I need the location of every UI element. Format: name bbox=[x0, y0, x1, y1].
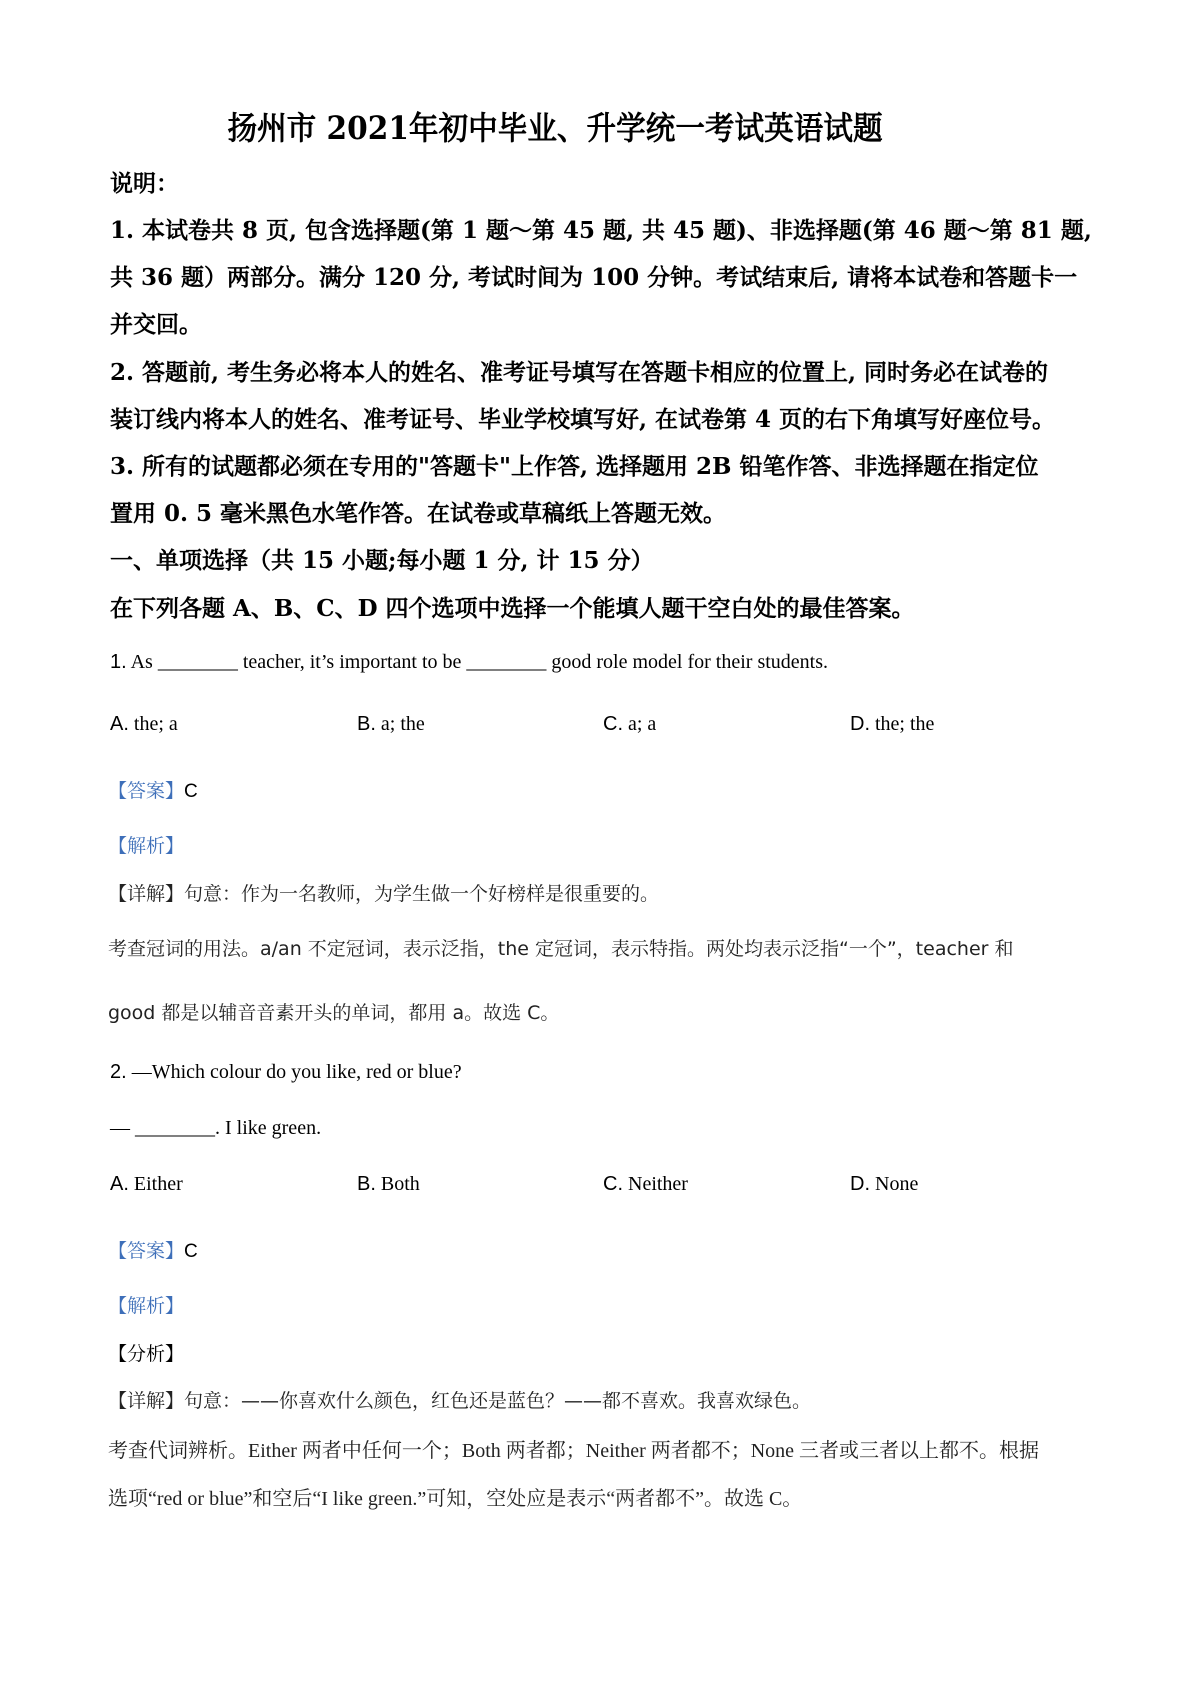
q1-explanation-line-2: good 都是以辅音音素开头的单词，都用 a。故选 C。 bbox=[108, 1002, 560, 1024]
option-letter: B. bbox=[357, 713, 376, 735]
q1-option-b bbox=[357, 713, 425, 736]
instruction-3-line-2: 置用 0. 5 毫米黑色水笔作答。在试卷或草稿纸上答题无效。 bbox=[110, 500, 727, 527]
answer-value: C bbox=[184, 1241, 198, 1262]
answer-value: C bbox=[184, 781, 198, 802]
q2-option-a bbox=[110, 1173, 183, 1196]
question-text: —Which colour do you like, red or blue? bbox=[131, 1061, 462, 1083]
option-letter: D. bbox=[850, 1173, 870, 1195]
option-letter: C. bbox=[603, 713, 623, 735]
instruction-2-line-2: 装订线内将本人的姓名、准考证号、毕业学校填写好, 在试卷第 4 页的右下角填写好座位号。 bbox=[110, 406, 1056, 433]
question-2-stem bbox=[110, 1061, 462, 1084]
instructions-heading: 说明： bbox=[110, 170, 179, 197]
q1-option-c bbox=[603, 713, 656, 736]
q2-explanation-line-1: 考查代词辨析。Either 两者中任何一个；Both 两者都；Neither 两者都不；None 三者或三者以上都不。根据 bbox=[108, 1440, 1040, 1462]
section-1-direction: 在下列各题 A、B、C、D 四个选项中选择一个能填人题干空白处的最佳答案。 bbox=[110, 595, 915, 622]
option-text: a; a bbox=[628, 713, 657, 735]
option-letter: B. bbox=[357, 1173, 376, 1195]
instruction-2-line-1: 2. 答题前, 考生务必将本人的姓名、准考证号填写在答题卡相应的位置上, 同时务必在试卷的 bbox=[110, 359, 1049, 386]
page-title: 扬州市 2021年初中毕业、升学统一考试英语试题 bbox=[227, 109, 883, 147]
answer-label: 【答案】 bbox=[108, 1240, 185, 1262]
option-text: the; the bbox=[875, 713, 935, 735]
q1-option-a bbox=[110, 713, 178, 736]
q2-answer bbox=[108, 1236, 198, 1263]
q1-answer bbox=[108, 776, 198, 803]
section-1-heading: 一、单项选择（共 15 小题;每小题 1 分, 计 15 分） bbox=[110, 547, 654, 574]
option-text: the; a bbox=[133, 713, 178, 735]
q1-analysis-label: 【解析】 bbox=[108, 835, 185, 857]
option-letter: D. bbox=[850, 713, 870, 735]
question-2-stem-response: — ________. I like green. bbox=[110, 1117, 322, 1139]
question-number: 1. bbox=[110, 651, 127, 673]
q2-option-b bbox=[357, 1173, 420, 1196]
q1-explanation-line-1: 考查冠词的用法。a/an 不定冠词，表示泛指，the 定冠词，表示特指。两处均表示泛指“一个”，teacher 和 bbox=[108, 938, 1014, 960]
q1-detail: 【详解】句意：作为一名教师，为学生做一个好榜样是很重要的。 bbox=[108, 883, 660, 905]
q1-option-d bbox=[850, 713, 934, 736]
q2-analysis-label: 【解析】 bbox=[108, 1295, 185, 1317]
instruction-1-line-3: 并交回。 bbox=[110, 311, 202, 338]
option-letter: A. bbox=[110, 1173, 129, 1195]
question-number: 2. bbox=[110, 1061, 127, 1083]
option-text: Both bbox=[380, 1173, 420, 1195]
question-1-stem bbox=[110, 651, 828, 674]
instruction-3-line-1: 3. 所有的试题都必须在专用的"答题卡"上作答, 选择题用 2B 铅笔作答、非选择题在指定位 bbox=[110, 453, 1039, 480]
option-text: Neither bbox=[628, 1173, 688, 1195]
option-letter: A. bbox=[110, 713, 129, 735]
instruction-1-line-2: 共 36 题）两部分。满分 120 分, 考试时间为 100 分钟。考试结束后, 请将本试卷和答题卡一 bbox=[110, 264, 1078, 291]
option-text: Either bbox=[133, 1173, 183, 1195]
q2-explanation-line-2: 选项“red or blue”和空后“I like green.”可知，空处应是表示“两者都不”。故选 C。 bbox=[108, 1488, 803, 1510]
q2-fenxi-label: 【分析】 bbox=[108, 1343, 185, 1365]
question-text: As ________ teacher, it’s important to be ________ good role model for their students. bbox=[130, 651, 829, 673]
option-text: None bbox=[875, 1173, 919, 1195]
q2-option-d bbox=[850, 1173, 918, 1196]
answer-label: 【答案】 bbox=[108, 780, 185, 802]
option-text: a; the bbox=[380, 713, 425, 735]
q2-option-c bbox=[603, 1173, 688, 1196]
q2-detail: 【详解】句意：——你喜欢什么颜色，红色还是蓝色？——都不喜欢。我喜欢绿色。 bbox=[108, 1390, 812, 1412]
option-letter: C. bbox=[603, 1173, 623, 1195]
instruction-1-line-1: 1. 本试卷共 8 页, 包含选择题(第 1 题～第 45 题, 共 45 题)、非选择题(第 46 题～第 81 题, bbox=[110, 217, 1092, 244]
